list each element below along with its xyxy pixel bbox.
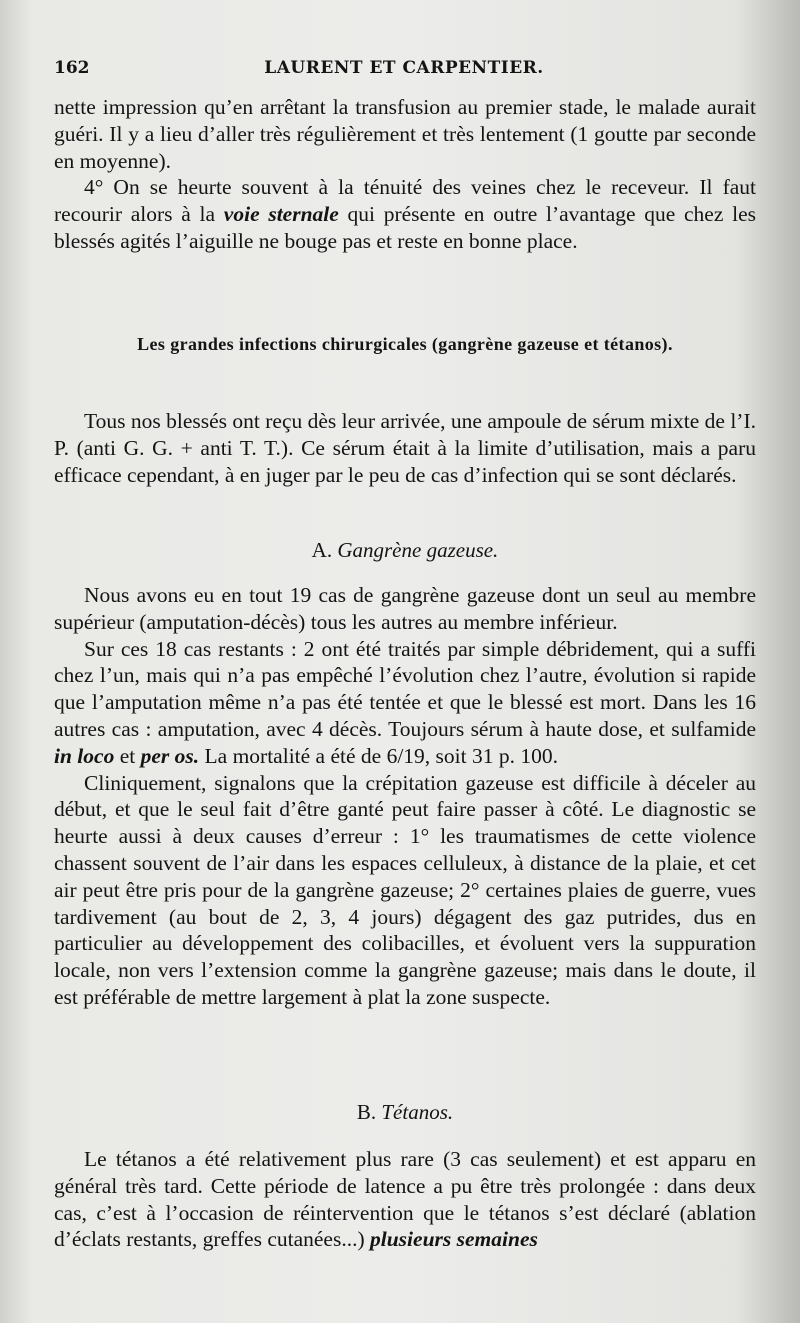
gangrene-p2-c: La mortalité a été de 6/19, soit 31 p. 100. — [199, 743, 558, 768]
subsection-b-title — [54, 1100, 756, 1125]
point-4-paragraph — [54, 174, 756, 254]
section-title: Les grandes infections chirurgicales (gangrène gazeuse et tétanos). — [137, 334, 673, 354]
subsection-b-body — [54, 1146, 756, 1253]
section-paragraph: Tous nos blessés ont reçu dès leur arrivée, une ampoule de sérum mixte de l’I. P. (anti G. G. + anti T. T.). Ce sérum était à la limite d’utilisation, mais a paru efficace cependant, à en juger par le peu de cas d’infection qui se sont déclarés. — [54, 409, 756, 487]
subsection-b-name: Tétanos. — [381, 1100, 454, 1124]
gangrene-p2-italic-2: per os. — [140, 743, 200, 768]
page-number: 162 — [54, 58, 90, 78]
gangrene-paragraph-2 — [54, 636, 756, 770]
subsection-b-letter: B. — [356, 1100, 377, 1124]
intro-paragraph: nette impression qu’en arrêtant la transfusion au premier stade, le malade aurait guéri. Il y a lieu d’aller très régulièrement et très lentement (1 goutte par seconde en moyenne). — [54, 95, 756, 173]
gangrene-paragraph-3: Cliniquement, signalons que la crépitation gazeuse est difficile à déceler au début, et que le seul fait d’être ganté peut faire passer à côté. Le diagnostic se heurte aussi à deux causes d’erreur : 1° les traumatismes de cette violence chassent souvent de l’air dans les espaces celluleux, à distance de la plaie, et cet air peut être pris pour de la gangrène gazeuse; 2° certaines plaies de guerre, vues tardivement (au bout de 2, 3, 4 jours) dégagent des gaz putrides, dus en particulier au développement des colibacilles, et évoluent vers la suppuration locale, non vers l’extension comme la gangrène gazeuse; mais dans le doute, il est préférable de mettre largement à plat la zone suspecte. — [54, 770, 756, 1009]
subsection-a-body — [54, 582, 756, 1011]
running-title: LAURENT ET CARPENTIER. — [264, 58, 544, 78]
section-intro — [54, 408, 756, 488]
subsection-a-title — [54, 538, 756, 563]
point-4-text-a: 4° On se heurte souvent à la ténuité des veines chez le receveur. Il faut recourir alors à la — [54, 175, 756, 227]
subsection-a-letter: A. — [311, 538, 333, 562]
page-header — [54, 58, 754, 88]
tetanos-p1-a: Le tétanos a été relativement plus rare (3 cas seulement) et est apparu en général très tard. Cette période de latence a pu être très prolongée : dans deux cas, c’est à l’occasion de réintervention que le tétanos s’est déclaré (ablation d’éclats restants, greffes cutanées...) — [54, 1147, 756, 1252]
tetanos-paragraph-1 — [54, 1146, 756, 1253]
gangrene-p2-italic-1: in loco — [54, 743, 115, 768]
gangrene-paragraph-1: Nous avons eu en tout 19 cas de gangrène gazeuse dont un seul au membre supérieur (amputation-décès) tous les autres au membre inférieur. — [54, 583, 756, 634]
point-4-text-b: qui présente en outre l’avantage que chez les blessés agités l’aiguille ne bouge pas et reste en bonne place. — [54, 202, 757, 253]
intro-text — [54, 94, 756, 255]
gangrene-p2-a: Sur ces 18 cas restants : 2 ont été traités par simple débridement, qui a suffi chez l’un, mais qui n’a pas empêché l’évolution chez l’autre, évolution si rapide que l’amputation même n’a pas été tentée et que le blessé est mort. Dans les 16 autres cas : amputation, avec 4 décès. Toujours sérum à haute dose, et sulfamide — [54, 636, 756, 741]
gangrene-p2-b: et — [114, 743, 141, 768]
point-4-italic: voie sternale — [223, 202, 339, 227]
subsection-a-name: Gangrène gazeuse. — [337, 538, 499, 562]
tetanos-p1-bold-italic: plusieurs semaines — [370, 1227, 538, 1252]
